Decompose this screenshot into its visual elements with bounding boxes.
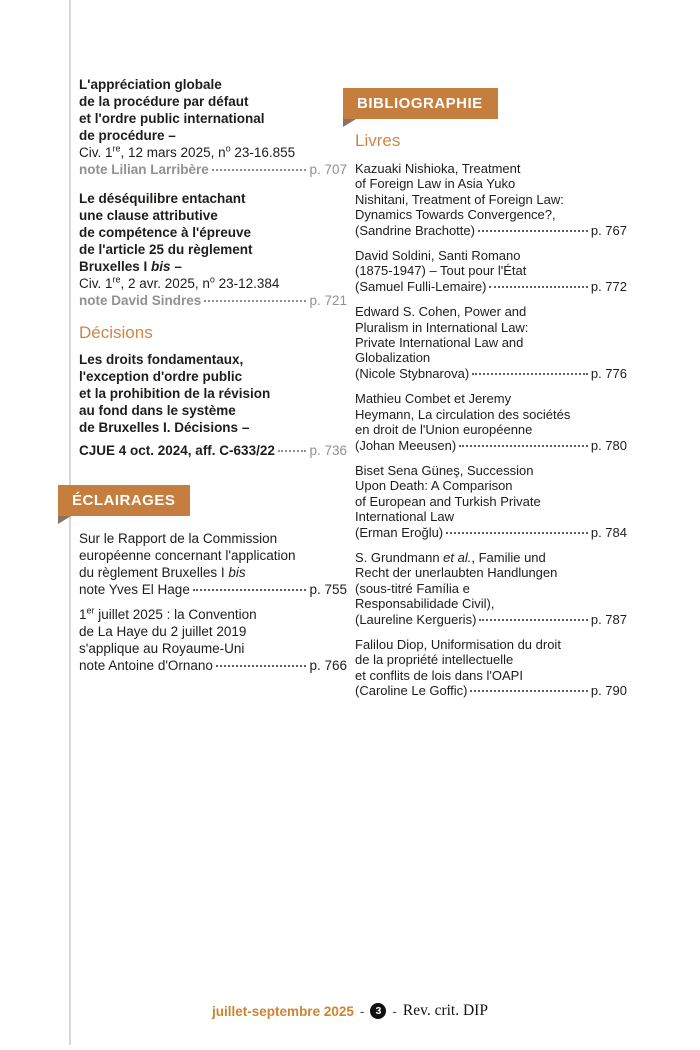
section-heading-livres: Livres — [355, 131, 401, 150]
book-line: David Soldini, Santi Romano — [355, 248, 521, 264]
ref-text: , 12 mars 2025, n — [120, 145, 226, 160]
book-list — [355, 161, 627, 699]
book-line: Heymann, La circulation des sociétés — [355, 406, 571, 422]
book-line: Nishitani, Treatment of Foreign Law: — [355, 191, 564, 207]
reviewer-name: (Nicole Stybnarova) — [355, 365, 470, 381]
page-ref: p. 772 — [590, 278, 627, 294]
banner-label: ÉCLAIRAGES — [72, 492, 176, 509]
page-ref: p. 736 — [309, 443, 347, 458]
article-entry — [79, 606, 347, 674]
book-line: Falilou Diop, Uniformisation du droit — [355, 636, 561, 652]
reviewer-name: (Sandrine Brachotte) — [355, 222, 475, 238]
ref-text: 23-12.384 — [214, 276, 280, 291]
reviewer-pageline — [355, 612, 627, 627]
book-line: Pluralism in International Law: — [355, 319, 529, 335]
title-text: 1 — [79, 607, 87, 622]
reviewer-pageline — [355, 438, 627, 453]
book-line: International Law — [355, 509, 455, 525]
article-entry — [79, 351, 347, 459]
article-entry — [79, 76, 347, 178]
ref-text: 23-16.855 — [230, 145, 296, 160]
page-ref: p. 707 — [309, 162, 347, 177]
dot-leader — [470, 690, 587, 692]
title-superscript: er — [86, 605, 95, 616]
title-text: Bruxelles I — [79, 259, 152, 274]
book-line: Kazuaki Nishioka, Treatment — [355, 161, 521, 176]
ref-text: Civ. 1 — [79, 276, 113, 291]
reviewer-name: (Johan Meeusen) — [355, 437, 457, 453]
book-entry — [355, 391, 627, 453]
dot-leader — [216, 665, 307, 667]
article-title-line: de la procédure par défaut — [79, 94, 249, 109]
reviewer-name: (Samuel Fulli-Lemaire) — [355, 278, 487, 294]
banner-label: BIBLIOGRAPHIE — [357, 95, 483, 112]
case-reference — [79, 275, 347, 292]
article-title-line: Les droits fondamentaux, — [79, 352, 244, 367]
book-line: et conflits de lois dans l'OAPI — [355, 667, 523, 683]
article-title-line — [79, 564, 347, 581]
article-title-line: de compétence à l'épreuve — [79, 225, 252, 240]
footer-separator: - — [392, 1003, 397, 1019]
book-line — [355, 550, 627, 565]
book-text: , Familie und — [471, 549, 546, 565]
article-title-line: et la prohibition de la révision — [79, 386, 271, 401]
ribbon-fold — [343, 119, 356, 127]
ref-superscript: re — [112, 143, 121, 154]
article-title-line: une clause attributive — [79, 208, 218, 223]
dot-leader — [472, 373, 588, 375]
section-heading-decisions: Décisions — [79, 323, 153, 342]
bibliographie-banner-wrap — [343, 88, 635, 119]
ref-text: , 2 avr. 2025, n — [120, 276, 210, 291]
bibliographie-banner — [343, 88, 498, 119]
dot-leader — [193, 589, 307, 591]
note-pageline — [79, 161, 347, 178]
book-line: (sous-titré Família e — [355, 580, 470, 596]
title-text: juillet 2025 : la Convention — [94, 607, 257, 622]
article-title-line — [79, 606, 347, 623]
book-line: Upon Death: A Comparison — [355, 478, 513, 494]
book-line: Edward S. Cohen, Power and — [355, 304, 527, 320]
footer-date: juillet-septembre 2025 — [212, 1003, 354, 1019]
page-ref: p. 776 — [590, 365, 627, 381]
article-title-line: européenne concernant l'application — [79, 548, 296, 563]
book-entry — [355, 248, 627, 294]
book-line: Private International Law and — [355, 335, 524, 351]
eclairages-banner — [58, 485, 190, 516]
book-line: Recht der unerlaubten Handlungen — [355, 565, 558, 581]
dot-leader — [489, 286, 587, 288]
page-ref: p. 780 — [590, 437, 627, 453]
note-author: note David Sindres — [79, 293, 202, 308]
note-author: note Lilian Larribère — [79, 162, 209, 177]
book-line: of European and Turkish Private — [355, 493, 541, 509]
book-line: de la propriété intellectuelle — [355, 652, 514, 668]
page-footer — [0, 1002, 700, 1020]
article-title-line: de Bruxelles I. Décisions – — [79, 420, 250, 435]
note-author: note Yves El Hage — [79, 582, 190, 597]
dot-leader — [278, 450, 307, 452]
note-author: note Antoine d'Ornano — [79, 658, 213, 673]
article-title-line: s'applique au Royaume-Uni — [79, 641, 245, 656]
page-number-badge — [370, 1003, 386, 1019]
note-pageline — [79, 292, 347, 309]
article-title-line: au fond dans le système — [79, 403, 236, 418]
book-entry — [355, 463, 627, 540]
title-italic: bis — [228, 565, 246, 580]
reviewer-pageline — [355, 223, 627, 238]
article-title-line: Le déséquilibre entachant — [79, 191, 246, 206]
title-text: du règlement Bruxelles I — [79, 565, 229, 580]
book-line: Dynamics Towards Convergence?, — [355, 207, 556, 223]
reviewer-pageline — [355, 279, 627, 294]
dot-leader — [446, 532, 588, 534]
ref-superscript: re — [112, 274, 121, 285]
book-line: Biset Sena Güneş, Succession — [355, 462, 534, 478]
ribbon-fold — [58, 516, 71, 524]
article-title-line: L'appréciation globale — [79, 77, 222, 92]
ref-superscript: o — [209, 274, 215, 285]
article-title-line: de l'article 25 du règlement — [79, 242, 253, 257]
case-reference: CJUE 4 oct. 2024, aff. C-633/22 — [79, 443, 275, 458]
dot-leader — [478, 230, 588, 232]
article-title-line: Sur le Rapport de la Commission — [79, 531, 278, 546]
page-ref: p. 784 — [590, 524, 627, 540]
page-ref: p. 755 — [309, 582, 347, 597]
eclairages-banner-wrap — [58, 485, 347, 516]
dot-leader — [212, 169, 307, 171]
note-pageline — [79, 657, 347, 674]
book-italic: et al. — [443, 549, 472, 565]
book-entry — [355, 161, 627, 238]
right-column — [343, 88, 635, 709]
page-ref: p. 767 — [590, 222, 627, 238]
book-line: Mathieu Combet et Jeremy — [355, 391, 512, 407]
left-column — [72, 76, 347, 686]
dot-leader — [459, 445, 588, 447]
article-entry — [79, 190, 347, 309]
reviewer-name: (Caroline Le Goffic) — [355, 683, 468, 699]
dot-leader — [204, 300, 306, 302]
title-italic: bis — [151, 259, 171, 274]
reviewer-name: (Laureline Kergueris) — [355, 611, 477, 627]
article-title-line — [79, 258, 347, 275]
reviewer-name: (Erman Eroğlu) — [355, 524, 444, 540]
page-number: 3 — [375, 1005, 382, 1017]
title-text: – — [170, 259, 182, 274]
book-text: S. Grundmann — [355, 549, 444, 565]
article-title-line: l'exception d'ordre public — [79, 369, 243, 384]
ref-superscript: o — [225, 143, 231, 154]
case-reference — [79, 144, 347, 161]
book-entry — [355, 637, 627, 699]
reviewer-pageline — [355, 683, 627, 698]
ref-text: Civ. 1 — [79, 145, 113, 160]
case-pageline — [79, 442, 347, 459]
reviewer-pageline — [355, 366, 627, 381]
book-line: en droit de l'Union européenne — [355, 422, 533, 438]
article-title-line: et l'ordre public international — [79, 111, 265, 126]
article-title-line: de procédure – — [79, 128, 176, 143]
article-title-line: de La Haye du 2 juillet 2019 — [79, 624, 247, 639]
page-ref: p. 721 — [309, 293, 347, 308]
book-line: Globalization — [355, 350, 431, 366]
book-line: Responsabilidade Civil), — [355, 596, 495, 612]
page-ref: p. 787 — [590, 611, 627, 627]
book-entry — [355, 550, 627, 627]
book-line: (1875-1947) – Tout pour l'État — [355, 263, 527, 279]
book-line: of Foreign Law in Asia Yuko — [355, 176, 516, 192]
dot-leader — [479, 619, 587, 621]
note-pageline — [79, 581, 347, 598]
footer-separator: - — [359, 1003, 365, 1019]
article-entry — [79, 530, 347, 598]
page-ref: p. 790 — [590, 683, 627, 699]
journal-name: Rev. crit. DIP — [402, 1002, 488, 1019]
page-ref: p. 766 — [309, 658, 347, 673]
book-entry — [355, 304, 627, 381]
reviewer-pageline — [355, 525, 627, 540]
